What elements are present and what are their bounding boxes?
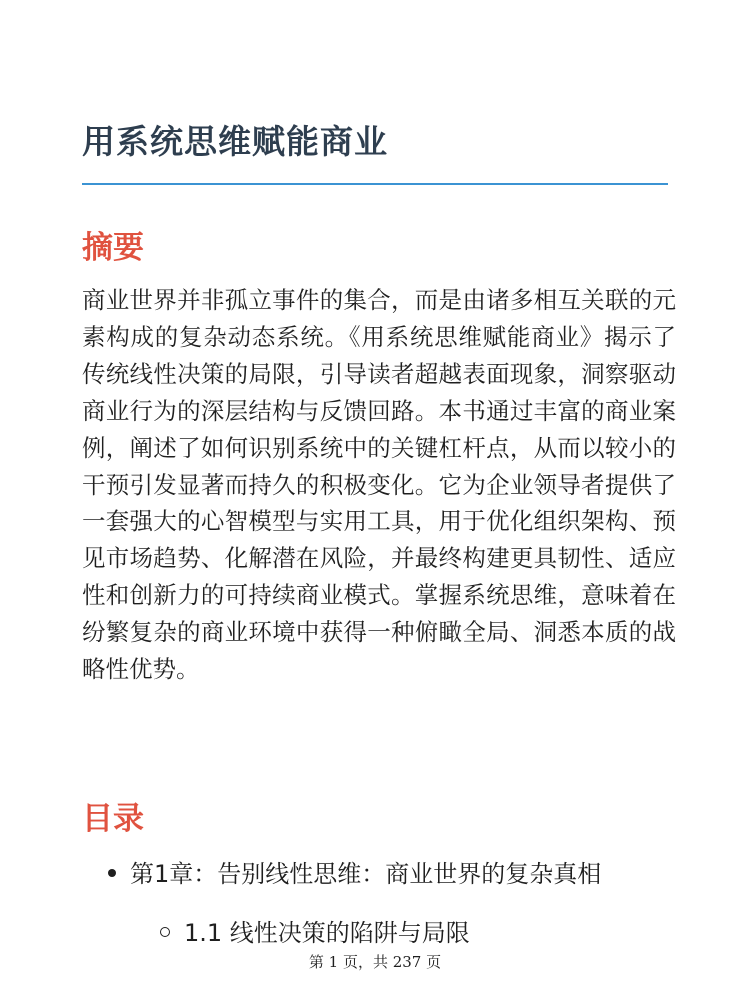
toc-heading: 目录 [82,801,144,837]
abstract-heading: 摘要 [82,230,144,266]
abstract-body: 商业世界并非孤立事件的集合，而是由诸多相互关联的元素构成的复杂动态系统。《用系统思维赋能商业》揭示了传统线性决策的局限，引导读者超越表面现象，洞察驱动商业行为的深层结构与反馈回路。本书通过丰富的商业案例，阐述了如何识别系统中的关键杠杆点，从而以较小的干预引发显著而持久的积极变化。它为企业领导者提供了一套强大的心智模型与实用工具，用于优化组织架构、预见市场趋势、化解潜在风险，并最终构建更具韧性、适应性和创新力的可持续商业模式。掌握系统思维，意味着在纷繁复杂的商业环境中获得一种俯瞰全局、洞悉本质的战略性优势。 [82,286,676,684]
hollow-bullet-icon [160,927,170,937]
filled-bullet-icon [108,869,116,877]
title-divider [82,183,668,185]
toc-item-chapter-1[interactable] [108,856,601,892]
document-title: 用系统思维赋能商业 [82,122,388,161]
toc-item-label: 第1章：告别线性思维：商业世界的复杂真相 [130,860,602,888]
page-number-footer: 第 1 页，共 237 页 [308,953,442,971]
toc-item-section-1-1[interactable] [160,915,470,951]
toc-item-label: 1.1 线性决策的陷阱与局限 [184,919,470,947]
